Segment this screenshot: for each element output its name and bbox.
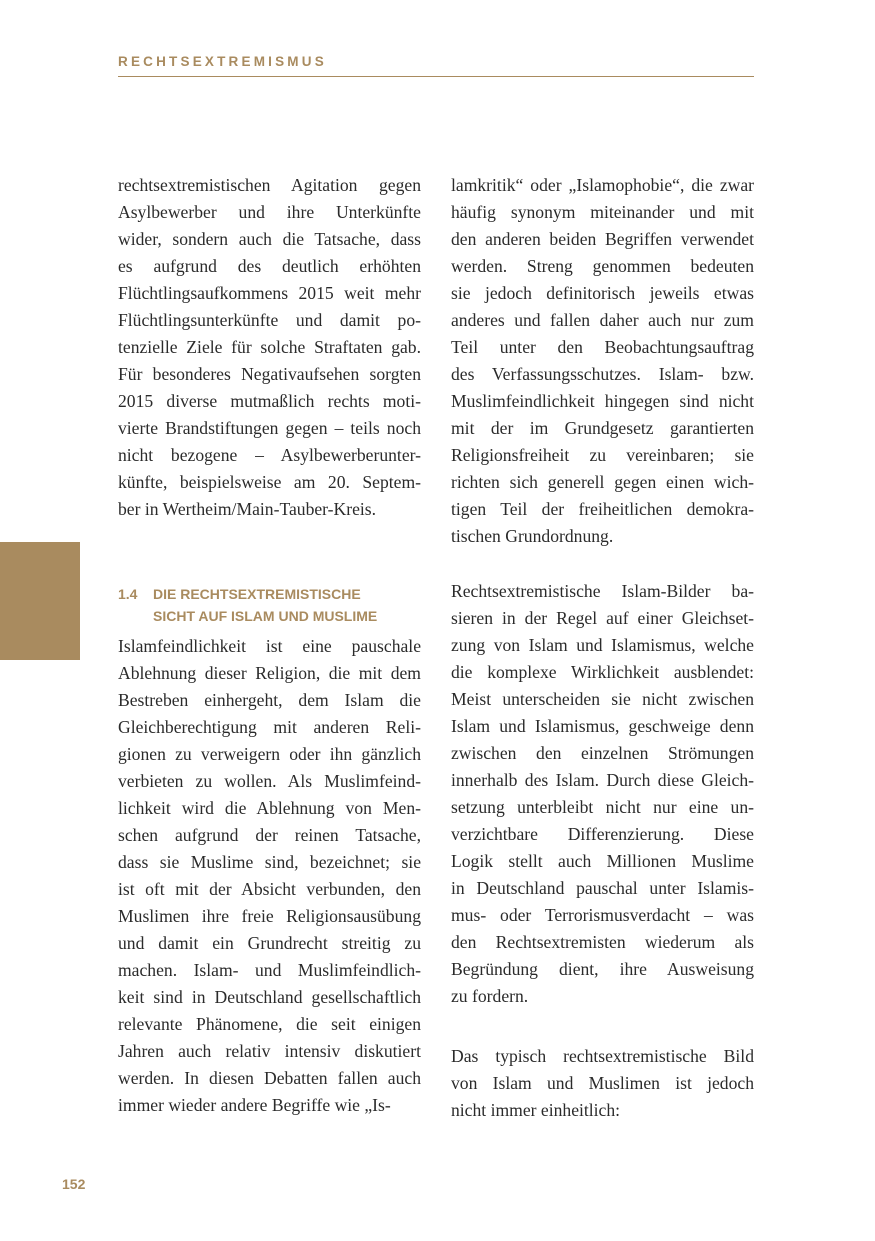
section-title-line-2: SICHT AUF ISLAM UND MUSLIME xyxy=(153,608,378,624)
text-line: Meist unterscheiden sie nicht zwischen xyxy=(451,689,754,709)
left-paragraph-2 xyxy=(118,633,421,1119)
text-line: wider, sondern auch die Tatsache, dass xyxy=(118,229,421,249)
text-line: nicht immer einheitlich: xyxy=(451,1100,621,1120)
right-paragraph-2 xyxy=(451,578,754,1010)
page-number: 152 xyxy=(62,1176,86,1192)
text-line: zung von Islam und Islamismus, welche xyxy=(451,635,754,655)
text-line: lichkeit wird die Ablehnung von Men- xyxy=(118,798,421,818)
text-line: mit der im Grundgesetz garantierten xyxy=(451,418,754,438)
text-line: Muslimen ihre freie Religionsausübung xyxy=(118,906,421,926)
text-line: immer wieder andere Begriffe wie „Is- xyxy=(118,1095,391,1115)
text-line: ber in Wertheim/Main-Tauber-Kreis. xyxy=(118,499,377,519)
chapter-tab-marker xyxy=(0,542,80,660)
text-line: 2015 diverse mutmaßlich rechts moti- xyxy=(118,391,421,411)
text-line: Logik stellt auch Millionen Muslime xyxy=(451,851,754,871)
text-line: und damit ein Grundrecht streitig zu xyxy=(118,933,421,953)
text-line: zwischen den einzelnen Strömungen xyxy=(451,743,754,763)
text-line: Flüchtlingsunterkünfte und damit po- xyxy=(118,310,421,330)
left-paragraph-1 xyxy=(118,172,421,523)
text-line: verzichtbare Differenzierung. Diese xyxy=(451,824,754,844)
text-line: machen. Islam- und Muslimfeindlich- xyxy=(118,960,421,980)
text-line: sieren in der Regel auf einer Gleichset- xyxy=(451,608,754,628)
section-title-line-1: DIE RECHTSEXTREMISTISCHE xyxy=(153,586,361,602)
text-line: von Islam und Muslimen ist jedoch xyxy=(451,1073,754,1093)
text-line: rechtsextremistischen Agitation gegen xyxy=(118,175,421,195)
text-line: keit sind in Deutschland gesellschaftlich xyxy=(118,987,421,1007)
text-line: nicht bezogene – Asylbewerberunter- xyxy=(118,445,421,465)
text-line: Islamfeindlichkeit ist eine pauschale xyxy=(118,636,421,656)
text-line: des Verfassungsschutzes. Islam- bzw. xyxy=(451,364,754,384)
right-paragraph-1 xyxy=(451,172,754,550)
text-line: mus- oder Terrorismusverdacht – was xyxy=(451,905,754,925)
text-line: relevante Phänomene, die seit einigen xyxy=(118,1014,421,1034)
text-line: es aufgrund des deutlich erhöhten xyxy=(118,256,421,276)
text-line: Religionsfreiheit zu vereinbaren; sie xyxy=(451,445,754,465)
text-line: Teil unter den Beobachtungsauftrag xyxy=(451,337,754,357)
text-line: werden. In diesen Debatten fallen auch xyxy=(118,1068,421,1088)
text-line: richten sich generell gegen einen wich- xyxy=(451,472,754,492)
text-line: Für besonderes Negativaufsehen sorgten xyxy=(118,364,421,384)
right-paragraph-3 xyxy=(451,1043,754,1124)
text-line: setzung unterbleibt nicht nur eine un- xyxy=(451,797,754,817)
text-line: werden. Streng genommen bedeuten xyxy=(451,256,754,276)
text-line: Ablehnung dieser Religion, die mit dem xyxy=(118,663,421,683)
text-line: Flüchtlingsaufkommens 2015 weit mehr xyxy=(118,283,421,303)
text-line: schen aufgrund der reinen Tatsache, xyxy=(118,825,421,845)
text-line: die komplexe Wirklichkeit ausblendet: xyxy=(451,662,754,682)
text-line: zu fordern. xyxy=(451,986,529,1006)
text-line: verbieten zu wollen. Als Muslimfeind- xyxy=(118,771,421,791)
section-heading xyxy=(118,583,428,627)
text-line: künfte, beispielsweise am 20. Septem- xyxy=(118,472,421,492)
text-line: gionen zu verweigern oder ihn gänzlich xyxy=(118,744,421,764)
section-number: 1.4 xyxy=(118,586,138,602)
text-line: den anderen beiden Begriffen verwendet xyxy=(451,229,754,249)
text-line: Muslimfeindlichkeit hingegen sind nicht xyxy=(451,391,754,411)
text-line: ist oft mit der Absicht verbunden, den xyxy=(118,879,421,899)
text-line: vierte Brandstiftungen gegen – teils noch xyxy=(118,418,421,438)
running-title: RECHTSEXTREMISMUS xyxy=(118,54,327,69)
text-line: Bestreben einhergeht, dem Islam die xyxy=(118,690,421,710)
text-line: den Rechtsextremisten wiederum als xyxy=(451,932,754,952)
text-line: lamkritik“ oder „Islamophobie“, die zwar xyxy=(451,175,754,195)
header-rule xyxy=(118,76,754,77)
text-line: Begründung dient, ihre Ausweisung xyxy=(451,959,754,979)
text-line: tigen Teil der freiheitlichen demokra- xyxy=(451,499,754,519)
text-line: häufig synonym miteinander und mit xyxy=(451,202,754,222)
text-line: Gleichberechtigung mit anderen Reli- xyxy=(118,717,421,737)
text-line: Rechtsextremistische Islam-Bilder ba- xyxy=(451,581,754,601)
text-line: anderes und fallen daher auch nur zum xyxy=(451,310,754,330)
text-line: sie jedoch definitorisch jeweils etwas xyxy=(451,283,754,303)
text-line: Das typisch rechtsextremistische Bild xyxy=(451,1046,754,1066)
text-line: Asylbewerber und ihre Unterkünfte xyxy=(118,202,421,222)
text-line: Jahren auch relativ intensiv diskutiert xyxy=(118,1041,421,1061)
text-line: Islam und Islamismus, geschweige denn xyxy=(451,716,754,736)
text-line: tenzielle Ziele für solche Straftaten gab. xyxy=(118,337,421,357)
text-line: in Deutschland pauschal unter Islamis- xyxy=(451,878,754,898)
text-line: innerhalb des Islam. Durch diese Gleich- xyxy=(451,770,754,790)
text-line: tischen Grundordnung. xyxy=(451,526,614,546)
text-line: dass sie Muslime sind, bezeichnet; sie xyxy=(118,852,421,872)
